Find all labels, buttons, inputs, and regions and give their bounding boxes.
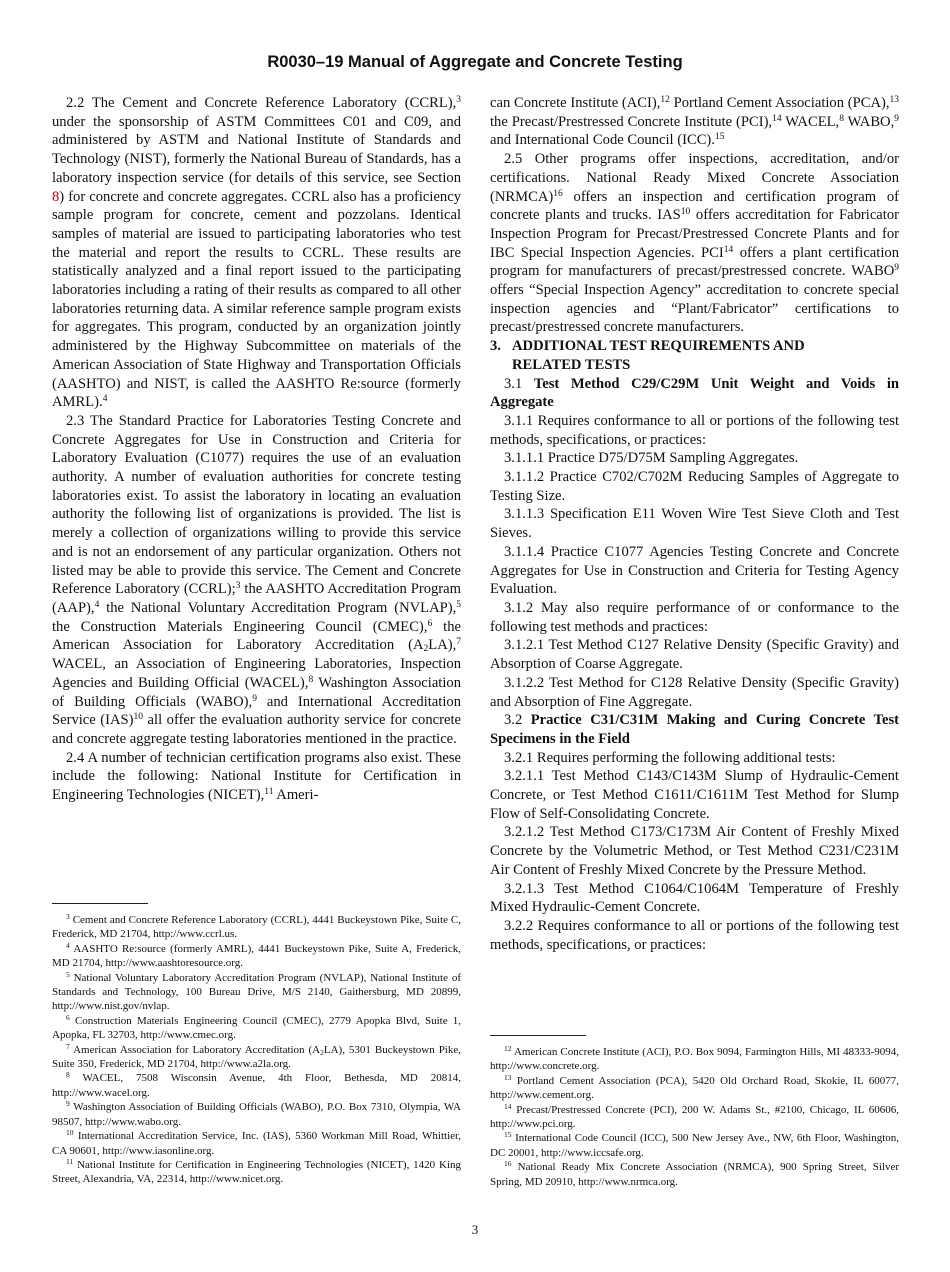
paragraph-3-1-1-1: 3.1.1.1 Practice D75/D75M Sampling Aggregates. xyxy=(504,450,799,467)
paragraph-2-4: 2.4 A number of technician certification programs also exist. These include the following: National Institute for Certification in Engineering Technologies (NICET),$^{11}$ Ameri- xyxy=(52,749,461,804)
footnote-15: $^{15}$ International Code Council (ICC), 500 New Jersey Ave., NW, 6th Floor, Washington, DC 20001, http://www.iccsafe.org. xyxy=(490,1130,900,1159)
paragraph-2-3: 2.3 The Standard Practice for Laboratories Testing Concrete and Concrete Aggregates for Use in Construction and Criteria for Laboratory Evaluation (C1077) requires the use of an evaluation authority. A number of evaluation authorities for concrete testing laboratories exist. To assist the laboratory in locating an evaluation authority the following list of organizations is provided. The list is merely a collection of organizations willing to provide this service and is not an endorsement of any particular organization. Others not listed may be able to provide this service. The Cement and Concrete Reference Laboratory (CCRL);$^3$ the AASHTO Accreditation Program (AAP),$^4$ the National Voluntary Accreditation Program (NVLAP),$^5$ the Construction Materials Engineering Council (CMEC),$^6$ the American Association for Laboratory Accreditation $(A_2LA),^7$ WACEL, an Association of Engineering Laboratories, Inspection Agencies and Building Official (WACEL),$^8$ Washington Association of Building Officials (WABO),$^9$ and International Accreditation Service (IAS)$^{10}$ all offer the evaluation authority service for concrete and concrete aggregate testing laboratories mentioned in the practice. xyxy=(52,412,462,747)
footnote-ref[interactable]: 10 xyxy=(680,207,691,218)
footnote-divider xyxy=(490,1035,586,1036)
footnote-5: $^5$ National Voluntary Laboratory Accreditation Program (NVLAP), National Institute of Standards and Technology, 100 Bureau Drive, M/S 2140, Gaithersburg, MD 20899, http://www.nist.gov/nvlap. xyxy=(52,969,462,1013)
footnote-ref[interactable]: 4 xyxy=(102,394,108,405)
footnotes-left xyxy=(52,913,461,1187)
footnote-ref[interactable]: 5 xyxy=(456,599,461,610)
footnote-ref[interactable]: 16 xyxy=(553,188,563,199)
footnote-16: $^{16}$ National Ready Mix Concrete Association (NRMCA), 900 Spring Street, Silver Spring, MD 20910, http://www.nrmca.org. xyxy=(490,1159,899,1188)
footnote-ref[interactable]: 10 xyxy=(133,712,144,723)
paragraph-2-4-continued: can Concrete Institute (ACI),$^{12}$ Portland Cement Association (PCA),$^{13}$ the Precast/Prestressed Concrete Institute (PCI),$^{14}$ WACEL,$^8$ WABO,$^9$ and International Code Council (ICC).$^{15}$ xyxy=(490,95,899,149)
footnotes-right xyxy=(490,1045,899,1189)
footnote-9: $^9$ Washington Association of Building Officials (WABO), P.O. Box 7310, Olympia, WA 98507, http://www.wabo.org. xyxy=(52,1099,462,1128)
footnote-ref[interactable]: 12 xyxy=(660,95,670,105)
footnote-10: $^{10}$ International Accreditation Service, Inc. (IAS), 5360 Workman Mill Road, Whittier, CA 90601, http://www.iasonline.org. xyxy=(52,1128,461,1157)
footnote-ref[interactable]: 7 xyxy=(456,637,461,648)
footnote-8: $^8$ WACEL, 7508 Wisconsin Avenue, 4th Floor, Bethesda, MD 20814, http://www.wacel.org. xyxy=(52,1070,461,1099)
paragraph-3-1-2-2: 3.1.2.2 Test Method for C128 Relative Density (Specific Gravity) and Absorption of Fine Aggregate. xyxy=(490,674,899,710)
footnote-12: $^{12}$ American Concrete Institute (ACI), P.O. Box 9094, Farmington Hills, MI 48333-9094, http://www.concrete.org. xyxy=(490,1044,899,1073)
paragraph-3-2-1: 3.2.1 Requires performing the following additional tests: xyxy=(504,749,836,766)
paragraph-3-2-1-3: 3.2.1.3 Test Method C1064/C1064M Temperature of Freshly Mixed Hydraulic-Cement Concrete. xyxy=(490,880,899,916)
section-3-heading: 3. ADDITIONAL TEST REQUIREMENTS AND RELATED TESTS xyxy=(490,338,805,373)
footnote-ref[interactable]: 14 xyxy=(772,113,782,124)
paragraph-3-1-1-3: 3.1.1.3 Specification E11 Woven Wire Test Sieve Cloth and Test Sieves. xyxy=(490,506,899,542)
page-number: 3 xyxy=(471,1222,479,1237)
footnote-6: $^6$ Construction Materials Engineering Council (CMEC), 2779 Apopka Blvd, Suite 1, Apopka, FL 32703, http://www.cmec.org. xyxy=(52,1012,462,1042)
paragraph-3-1-2-1: 3.1.2.1 Test Method C127 Relative Density (Specific Gravity) and Absorption of Coarse Aggregate. xyxy=(490,637,899,673)
paragraph-3-2-1-1: 3.2.1.1 Test Method C143/C143M Slump of Hydraulic-Cement Concrete, or Test Method C1611/C1611M Test Method for Slump Flow of Self-Consolidating Concrete. xyxy=(490,768,899,822)
paragraph-2-5: 2.5 Other programs offer inspections, accreditation, and/or certifications. National Ready Mixed Concrete Association (NRMCA)$^{16}$ offers an inspection and certification program of concrete plants and trucks. IAS$^{10}$ offers accreditation for Fabricator Inspection Program for Precast/Prestressed Concrete Plants and for IBC Special Inspection Agencies. PCI$^{14}$ offers a plant certification program for manufacturers of precast/prestressed concrete. WABO$^9$ offers “Special Inspection Agency” accreditation to concrete special inspection agencies and “Plant/Fabricator” certifications to precast/prestressed concrete manufacturers. xyxy=(490,151,899,336)
paragraph-3-2: 3.2 Practice C31/C31M Making and Curing Concrete Test Specimens in the Field xyxy=(490,712,899,747)
footnote-11: $^{11}$ National Institute for Certification in Engineering Technologies (NICET), 1420 King Street, Alexandria, VA, 22314, http://www.nicet.org. xyxy=(52,1156,461,1186)
left-column xyxy=(52,94,461,805)
paragraph-3-1-2: 3.1.2 May also require performance of or conformance to the following test methods and practices: xyxy=(490,599,899,635)
footnote-ref[interactable]: 8 xyxy=(839,113,844,124)
footnote-ref[interactable]: 9 xyxy=(252,693,257,704)
footnote-ref[interactable]: 4 xyxy=(94,599,100,610)
footnote-ref[interactable]: 15 xyxy=(714,132,725,143)
right-column xyxy=(490,94,899,954)
paragraph-3-2-2: 3.2.2 Requires conformance to all or portions of the following test methods, specifications, or practices: xyxy=(490,917,899,953)
section-8-link[interactable]: 8 xyxy=(52,188,60,205)
page-header-title: R0030–19 Manual of Aggregate and Concrete Testing xyxy=(267,53,683,71)
paragraph-3-1: 3.1 Test Method C29/C29M Unit Weight and Voids in Aggregate xyxy=(490,375,899,411)
footnote-ref[interactable]: 14 xyxy=(723,244,734,255)
footnote-ref[interactable]: 9 xyxy=(894,113,899,124)
footnote-ref[interactable]: 8 xyxy=(308,674,314,685)
paragraph-3-1-1: 3.1.1 Requires conformance to all or portions of the following test methods, specifications, or practices: xyxy=(490,412,899,448)
footnote-divider xyxy=(52,903,148,904)
footnote-ref[interactable]: 13 xyxy=(889,95,899,105)
footnote-ref[interactable]: 9 xyxy=(894,263,899,274)
footnote-7: $^7$ American Association for Laboratory Accreditation $(A_2LA)$, 5301 Buckeystown Pike, Suite 350, Frederick, MD 21704, http://www.a2la.org. xyxy=(52,1041,461,1071)
paragraph-3-2-1-2: 3.2.1.2 Test Method C173/C173M Air Content of Freshly Mixed Concrete by the Volumetric Method, or Test Method C231/C231M Air Content of Freshly Mixed Concrete by the Pressure Method. xyxy=(490,824,899,878)
footnote-14: $^{14}$ Precast/Prestressed Concrete (PCI), 200 W. Adams St., #2100, Chicago, IL 60606, http://www.pci.org. xyxy=(490,1101,899,1131)
footnote-13: $^{13}$ Portland Cement Association (PCA), 5420 Old Orchard Road, Skokie, IL 60077, http://www.cement.org. xyxy=(490,1072,899,1102)
paragraph-3-1-1-2: 3.1.1.2 Practice C702/C702M Reducing Samples of Aggregate to Testing Size. xyxy=(490,469,899,504)
footnote-ref[interactable]: 3 xyxy=(456,95,461,105)
paragraph-2-2: 2.2 The Cement and Concrete Reference Laboratory (CCRL),$^3$ under the sponsorship of ASTM Committees C01 and C09, and administered by ASTM and National Institute of Standards and Technology (NIST), formerly the National Bureau of Standards, has a laboratory inspection service (for details of this service, see Section 8) for concrete and concrete aggregates. CCRL also has a proficiency sample program for concrete, cement and pozzolans. Identical samples of material are issued to participating laboratories who test the material and report the results to CCRL. These results are statistically analyzed and a final report issued to the participating laboratories including a rating of their results as compared to all other laboratories returning data. A similar reference sample program exists for aggregates. This program, conducted by an organization jointly administered by the Highway Subcommittee on materials of the American Association of State Highway and Transportation Officials (AASHTO) and NIST, is called the AASHTO Re:source (formerly AMRL).$^4$ xyxy=(52,95,461,411)
paragraph-3-1-1-4: 3.1.1.4 Practice C1077 Agencies Testing Concrete and Concrete Aggregates for Use in Construction and Criteria for Testing Agency Evaluation. xyxy=(490,543,899,598)
footnote-ref[interactable]: 11 xyxy=(264,787,274,798)
footnote-3: $^3$ Cement and Concrete Reference Laboratory (CCRL), 4441 Buckeystown Pike, Suite C, Frederick, MD 21704, http://www.ccrl.us. xyxy=(52,912,461,941)
footnote-ref[interactable]: 3 xyxy=(235,581,241,592)
footnote-4: $^4$ AASHTO Re:source (formerly AMRL), 4441 Buckeystown Pike, Suite A, Frederick, MD 21704, http://www.aashtoresource.org. xyxy=(52,940,461,970)
footnote-ref[interactable]: 6 xyxy=(427,618,433,629)
